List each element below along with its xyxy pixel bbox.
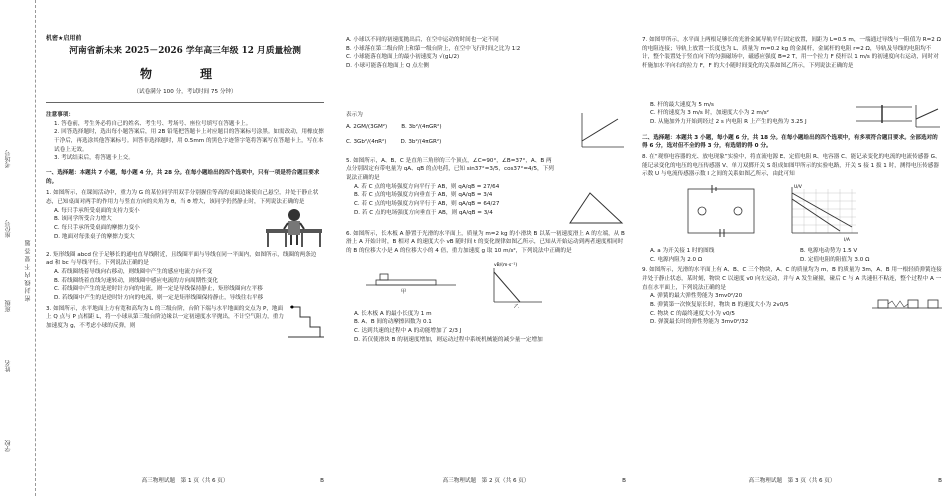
margin-label-exam-room: 考场号: [5, 150, 12, 168]
q8-option-b: B. 电源电动势为 1.5 V: [800, 247, 858, 254]
ui-graph: [780, 183, 860, 245]
page-3-mark: B: [938, 478, 942, 485]
q3-stem: 3. 如图所示，水平地面上方有宽和高均为 L 的三级台阶，台阶下端与水平地面的交点为 P，地面上 Q 点与 P 点相距 L，将一小球从第三级台阶边缘以一定初速度水平抛出，不计空气阻力，重力加速度为 g，不考虑小球的反弹，则: [46, 305, 284, 329]
page-1-mark: B: [320, 478, 324, 485]
q8-option-a: A. a 为开关接 1 时的图线: [650, 247, 715, 254]
q3-option-d: D. 小球可能落在地面上 Q 点左侧: [346, 62, 429, 69]
q1-stem: 1. 如图所示，在课间活动中，重力为 G 的某位同学用双手分别握住等高的桌面边缘使自己悬空，并处于静止状态，已知桌面对两手的作用力与竖直方向的夹角为 θ，当 θ 增大，该同学仍然静止时，下列说法正确的是: [46, 190, 319, 206]
q8-option-c: C. 电源内阻为 2.0 Ω: [650, 256, 703, 263]
q7-option-d: D. 从施加外力开始到经过 2 s 内电阻 R 上产生的电热为 3.25 J: [650, 118, 807, 125]
note-3: 3. 考试结束后，将答题卡上交。: [54, 155, 134, 162]
q6-stem: 6. 如图所示，长木板 A 静置于光滑的水平面上，质量为 m=2 kg 的小滑块 B 以某一初速度滑上 A 的左端，从 B 滑上 A 开始计时，B 相对 A 的速度大小 vB 随时间 t 的变化规律如图乙所示，已知从开始运动到两者速度相同时的 B 的位移大小是 A 的位移大小的 4 倍，重力加速度 g 取 10 m/s²，下列说法中正确的是: [346, 230, 625, 254]
binding-margin: [0, 0, 36, 496]
q5-option-c: C. 若 C 点的电场强度方向平行于 AB，则 qA/qB = 64/27: [354, 200, 500, 207]
student-desk-figure: [264, 207, 324, 249]
q9-option-d: D. 弹簧最长时的弹性势能为 3mv0²/32: [650, 319, 749, 326]
ui-graph-xlabel: I/A: [844, 237, 850, 243]
q5-option-d: D. 若 C 点的电场强度方向垂直于 AB，则 qA/qB = 3/4: [354, 209, 493, 216]
q1-option-a: A. 每只手承所受桌面的支持力变小: [54, 207, 140, 214]
q7-option-c: C. 杆的速度为 3 m/s 时，加速度大小为 2 m/s²: [650, 110, 769, 117]
q2-option-b: B. 若线圈绕着直线匀速转动，则线圈中感应电流的方向周期性变化: [54, 277, 219, 284]
q4-graph: [576, 111, 626, 151]
page-3-footer: [642, 477, 942, 486]
q7-option-b: B. 杆的最大速度为 5 m/s: [650, 101, 714, 108]
page-1-number: 高三物理试题 第 1 页（共 6 页）: [141, 478, 229, 485]
q9-option-c: C. 物块 C 的最终速度大小为 v0/5: [650, 310, 735, 317]
q4-option-b: B. 3b²/(4πGR²): [401, 124, 442, 131]
board-block-figure: [366, 260, 456, 294]
q7-stem: 7. 如图甲所示，水平面上两根足够长的光滑金属导轨平行固定放置，间距为 L=0.5 m，一端通过导线与一阻值为 R=2 Ω 的电阻连接；导轨上放置一长度也为 L、质量为 m=0.2 kg 的金属杆，金属杆的电阻 r=2 Ω，导轨及导线的电阻均不计，整个装置处于竖直向下的匀强磁场中，磁感应强度 B=2 T，用一个拉力 F 使杆以 1 m/s 的初速度向右运动，同时对杆施加水平向右的拉力 F，F 的大小随时间变化的关系如图乙所示，下列说法正确的是: [642, 37, 941, 69]
q9-option-a: A. 弹簧的最大弹性势能为 3mv0²/20: [650, 293, 743, 300]
margin-label-name: 姓名: [5, 360, 12, 372]
q4-option-d: D. 3b²/(4πGR²): [400, 138, 442, 145]
q1-option-b: B. 该同学所受合力增大: [54, 216, 112, 223]
page-1: [40, 0, 330, 496]
q3-option-a: A. 小球以不同的初速度抛出后，在空中运动的时间也一定不同: [346, 37, 499, 43]
q1-option-d: D. 地面对每张桌子的摩擦力变大: [54, 233, 135, 240]
subject-title: 物 理: [139, 66, 230, 81]
q5-stem: 5. 如图所示，A、B、C 是直角三角形的三个顶点，∠C=90°，∠B=37°，A、B 两点分别固定有带电量为 qA、qB 的点电荷，已知 sin37°=3/5，cos37°=4/5，下列说法正确的是: [346, 157, 554, 181]
ui-graph-ylabel: U/V: [794, 184, 802, 190]
velocity-graph-label: vB/(m·s⁻¹): [494, 262, 518, 268]
q6-option-b: B. A、B 间的动摩擦因数为 0.1: [354, 319, 432, 326]
rail-figure: [852, 101, 942, 131]
stairs-figure: [288, 305, 324, 339]
margin-label-class: 班级: [5, 300, 12, 312]
q2-option-d: D. 若线圈中产生的是逆时针方向的电流，则一定是矩形线圈保持静止，导线往右平移: [54, 295, 264, 302]
spring-blocks-figure: [872, 292, 942, 312]
q6-option-c: C. 达到共速的过程中 A 的动能增加了 2/3 J: [354, 327, 462, 334]
triangle-figure: [566, 187, 626, 227]
q2-option-c: C. 若线圈中产生的是逆时针方向的电流，则一定是导线保持静止，矩形线圈向左平移: [54, 286, 263, 293]
fig-caption-b: 乙: [514, 303, 520, 308]
q4-text: 表示为: [346, 111, 363, 118]
q8-option-d: D. 定值电阻的阻值为 3.0 Ω: [800, 256, 870, 263]
note-1: 1. 答卷前，考生务必将自己的姓名、考生号、考场号、座位号填写在答题卡上。: [54, 120, 252, 127]
page-2: [340, 0, 632, 496]
q9-option-b: B. 弹簧第一次恢复原长时，物块 B 的速度大小为 2v0/5: [650, 301, 789, 308]
capacitor-circuit-figure: [682, 183, 762, 239]
q5-option-b: B. 若 C 点的电场强度方向垂直于 AB，则 qA/qB = 3/4: [354, 192, 493, 199]
page-1-footer: [46, 477, 324, 486]
exam-title: 河南省新未来 2025－2026 学年高三年级 12 月质量检测: [69, 46, 301, 57]
q9-stem: 9. 如图所示，光滑的水平面上有 A、B、C 三个物块，A、C 的质量均为 m，B 的质量为 3m，A、B 用一根轻质弹簧连接并处于静止状态，某时刻，物块 C 以速度 v0 向左运动，并与 A 发生碰撞，碰后 C 与 A 共速但不粘连，整个过程中 A 一直在水平面上，下列说法正确的是: [642, 267, 942, 291]
q6-option-a: A. 长木板 A 的最小长度为 1 m: [354, 310, 432, 317]
q1-option-c: C. 每只手承所受桌面的摩擦力变小: [54, 225, 140, 232]
divider: [46, 102, 324, 103]
q8-stem: 8. 在“观察电容器的充、放电现象”实验中，将直流电源 E、定值电阻 R、电容器 C、能记录变化的电流的电流传感器 G、能记录变化的电压的电压传感器 V、单刀双掷开关 S 组成如图甲所示的实验电路，开关 S 接 1 拔 1 时，测得电压传感器示数 U 与电流传感器示数 I 之间的关系如图乙所示，由此可知: [642, 153, 941, 178]
q5-option-a: A. 若 C 点的电场强度方向平行于 AB，则 qA/qB = 27/64: [354, 183, 500, 190]
q2-stem: 2. 矩形线圈 abcd 位于足够长的通电直导线附近，且线圈平面与导线在同一平面内，如图所示，线圈的两条边 ad 和 bc 与导线平行。下列说法正确的是: [46, 251, 317, 267]
q3-option-b: B. 小球落在第二级台阶上和第一级台阶上，在空中飞行时间之比为 1∶2: [346, 45, 521, 52]
section-1-heading: 一、选择题：本题共 7 小题，每小题 4 分，共 28 分。在每小题给出的四个选项中，只有一项是符合题目要求的。: [46, 170, 320, 185]
note-2: 2. 回答选择题时，选出每小题答案后，用 2B 铅笔把答题卡上对应题目的答案标号涂黑。如需改动，用橡皮擦干净后，再选涂其他答案标号。回答非选择题时，用 0.5mm 的黑色字迹签字笔将答案写在答题卡上，写在本试卷上无效。: [54, 129, 324, 153]
q6-option-d: D. 若仅使滑块 B 的初速度增加，则运动过程中系统机械能的减少量一定增加: [354, 336, 543, 343]
confidential-tag: 机密★启用前: [46, 35, 82, 42]
q2-option-a: A. 若线圈绕着导线向右移动，则线圈中产生的感应电流方向不变: [54, 269, 213, 276]
page-2-number: 高三物理试题 第 2 页（共 6 页）: [442, 478, 530, 485]
velocity-graph: [486, 260, 546, 308]
fig-caption-a: 甲: [401, 288, 407, 294]
margin-label-seat: 座位号: [5, 220, 12, 238]
notes-heading: 注意事项：: [46, 112, 74, 119]
exam-info: （试卷满分 100 分，考试时间 75 分钟）: [133, 88, 237, 95]
q3-option-c: C. 小球能落在地面上的最小初速度为 √(gL/2): [346, 54, 460, 61]
section-2-heading: 二、选择题：本题共 3 小题，每小题 6 分，共 18 分。在每小题给出的四个选项中，有多项符合题目要求。全部选对的得 6 分，选对但不全的得 3 分，有选错的得 0 分。: [642, 134, 938, 150]
page-3-number: 高三物理试题 第 3 页（共 6 页）: [748, 478, 836, 485]
page-3: [636, 0, 948, 496]
q4-option-a: A. 2GM/(3GM²): [346, 124, 388, 131]
margin-seal-text: 密 封 线 内 不 要 答 题: [25, 240, 32, 302]
page-2-mark: B: [622, 478, 626, 485]
page-2-footer: [346, 477, 626, 486]
q4-option-c: C. 3Gb²/(4πR²): [346, 138, 387, 145]
margin-label-school: 学校: [5, 440, 12, 452]
